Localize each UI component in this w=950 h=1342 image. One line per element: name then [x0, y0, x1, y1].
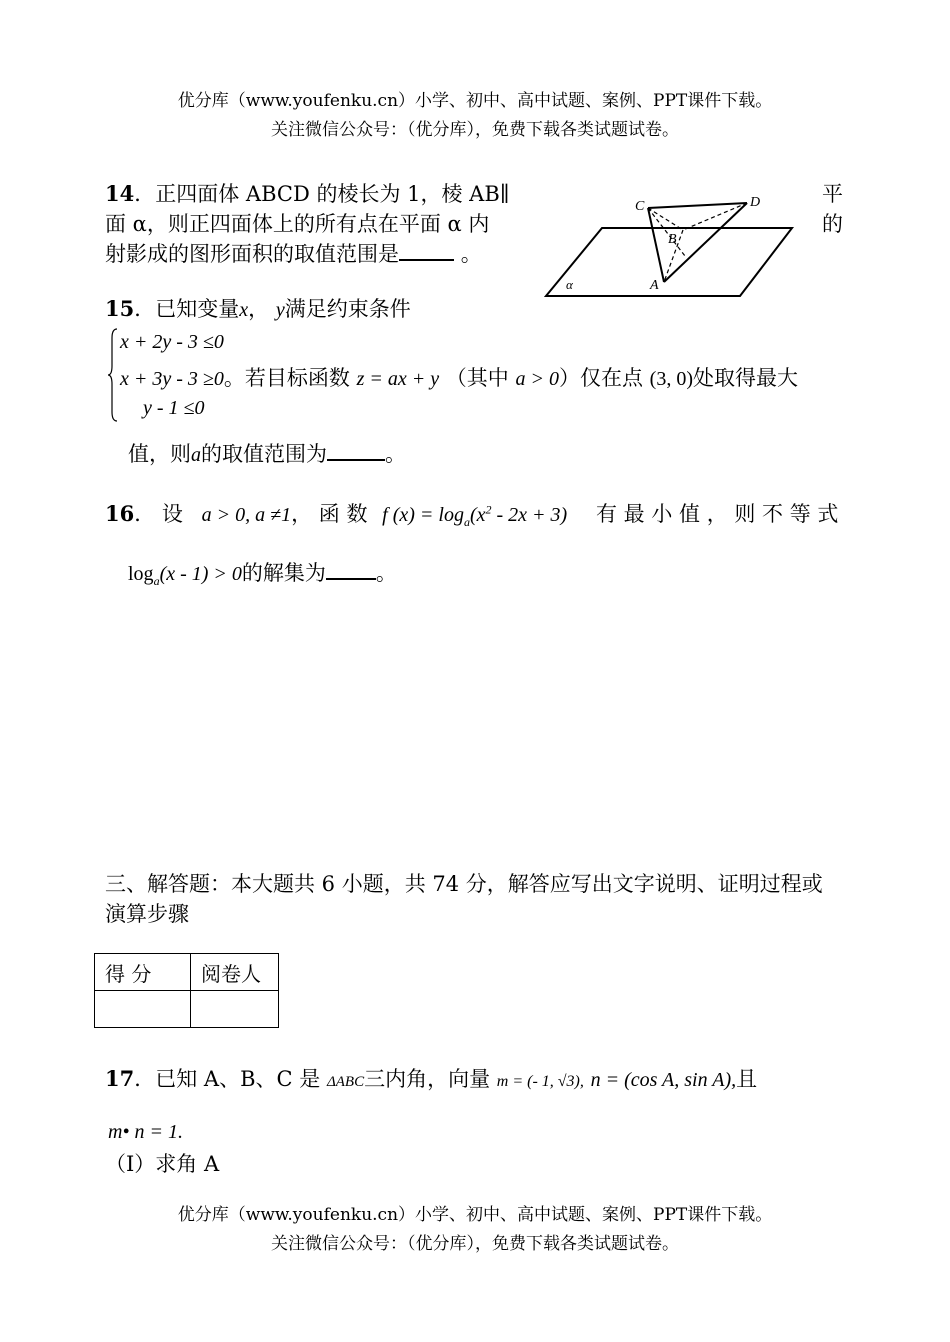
q16-func-arg: (x [469, 504, 486, 526]
section3-line-2: 演算步骤 [105, 902, 189, 926]
q14-text-1: ．正四面体 ABCD 的棱长为 1，棱 AB∥ [134, 182, 510, 206]
q17-text-3: 且 [736, 1067, 758, 1091]
q15-line-3b: 的取值范围为 [201, 442, 327, 466]
edge-cd [648, 203, 747, 208]
q16-inequality [128, 563, 242, 588]
q17-part-1: （Ⅰ）求角 A [105, 1152, 220, 1176]
footer-line-2: 关注微信公众号：（优分库），免费下载各类试题试卷。 [271, 1234, 679, 1254]
constraint-brace [108, 328, 118, 422]
score-header: 得 分 [95, 954, 191, 991]
q14-text-3-end: 。 [460, 242, 482, 266]
q14-text-1-end: 平 [822, 182, 843, 206]
q15-line-2 [120, 362, 798, 392]
grader-header: 阅卷人 [191, 954, 279, 991]
q14-line-1 [105, 178, 510, 208]
q17-triangle: ΔABC [326, 1074, 365, 1090]
footer-line-1: 优分库（www.youfenku.cn）小学、初中、高中试题、案例、PPT课件下载。 [177, 1205, 773, 1225]
q14-answer-blank [399, 241, 454, 261]
q15-constraint-3: y - 1 ≤0 [143, 397, 205, 419]
q15-tail: 处取得最大 [693, 366, 798, 390]
q15-constraint-2: x + 3y - 3 ≥0 [120, 368, 224, 390]
q15-line-3a: 值，则 [128, 442, 191, 466]
q14-text-2-end: 的 [822, 212, 843, 236]
q16-end: 。 [375, 561, 397, 585]
q16-ineq-rest: (x - 1) > 0 [159, 563, 242, 585]
header-line-1: 优分库（www.youfenku.cn）小学、初中、高中试题、案例、PPT课件下载。 [177, 91, 773, 111]
edge-db [683, 203, 747, 230]
q16-comma: ， 函 数 [291, 502, 368, 526]
q14-line-3 [105, 238, 482, 268]
q15-line-3 [128, 438, 406, 468]
tetrahedron-figure [540, 190, 800, 305]
q17-line-1 [105, 1063, 757, 1093]
q16-ineq-sub: a [153, 574, 160, 588]
q15-text-1: ．已知变量 [134, 297, 240, 321]
q15-var-a: a [191, 444, 201, 466]
q14-number: 14 [105, 181, 135, 206]
q15-point: (3, 0) [649, 368, 693, 390]
q14-text-2: 面 α，则正四面体上的所有点在平面 α 内 [105, 212, 490, 236]
header-line-2: 关注微信公众号：（优分库），免费下载各类试题试卷。 [271, 120, 679, 140]
q15-line-3-end: 。 [385, 442, 406, 466]
q16-tail: 有 最 小 值 ， 则 不 等 式 [596, 502, 839, 526]
q16-function [382, 502, 568, 529]
q17-text-2: 三内角，向量 [364, 1067, 491, 1091]
q17-number: 17 [105, 1066, 135, 1091]
q14-text-3: 射影成的图形面积的取值范围是 [105, 242, 399, 266]
label-d: D [750, 195, 761, 210]
q15-condition: a > 0 [515, 368, 559, 390]
score-table [94, 953, 279, 1028]
q16-number: 16 [105, 501, 135, 526]
q15-var-y: y [275, 299, 285, 321]
label-b: B [668, 232, 677, 247]
q15-c2-end: 。若目标函数 [223, 366, 350, 390]
q15-var-x: x [239, 299, 249, 321]
edge-cb [648, 208, 683, 230]
q15-paren-close: ）仅在点 [558, 366, 643, 390]
q15-number: 15 [105, 296, 135, 321]
q16-text-2: 的解集为 [241, 561, 326, 585]
score-cell [95, 991, 191, 1028]
q15-paren-open: （其中 [445, 366, 509, 390]
q17-n-vector: n = (cos A, sin A), [590, 1069, 737, 1091]
q16-func-sub: a [463, 515, 470, 529]
q16-func-rest: - 2x + 3) [491, 504, 568, 526]
label-alpha: α [566, 277, 573, 292]
section3-line-1: 三、解答题：本大题共 6 小题，共 74 分，解答应写出文字说明、证明过程或 [105, 872, 823, 896]
q16-line-1 [105, 498, 567, 530]
q17-text-1: ．已知 A、B、C 是 [134, 1067, 321, 1091]
q16-ineq-log: log [128, 563, 154, 585]
q16-func-main: f (x) = log [382, 504, 464, 526]
q15-constraint-1: x + 2y - 3 ≤0 [120, 331, 224, 353]
label-a: A [650, 278, 659, 293]
label-c: C [635, 199, 645, 214]
q15-text-1-end: 满足约束条件 [284, 297, 411, 321]
grader-cell [191, 991, 279, 1028]
q16-text-1: ． 设 [134, 502, 183, 526]
q16-func-sup: 2 [485, 502, 492, 517]
q16-answer-blank [326, 560, 376, 580]
q15-sep: ， [248, 297, 270, 321]
edge-ca [648, 208, 664, 282]
q17-dot-product: m• n = 1. [108, 1121, 183, 1143]
q17-m-vector: m = (- 1, √3), [496, 1073, 584, 1090]
q15-objective: z = ax + y [356, 368, 440, 390]
q16-line-2 [128, 557, 397, 589]
q15-line-1 [105, 293, 411, 323]
q15-answer-blank [327, 441, 385, 461]
q16-condition: a > 0, a ≠1 [201, 504, 292, 526]
